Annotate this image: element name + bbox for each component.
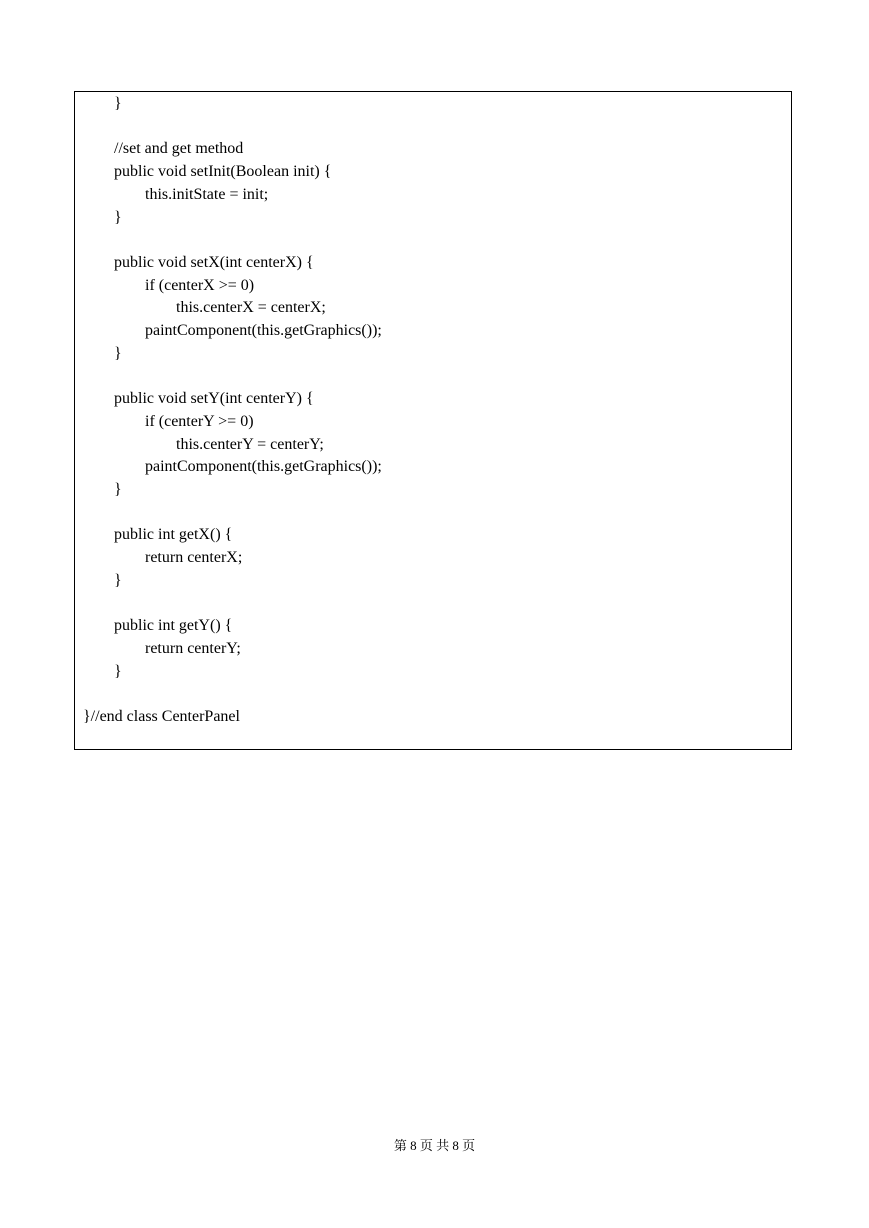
code-line: }//end class CenterPanel [83,707,240,725]
code-line: public int getX() { [114,526,233,544]
code-line: public void setY(int centerY) { [114,390,314,408]
code-line: } [114,571,122,589]
code-line: } [114,208,122,226]
code-line: this.initState = init; [145,185,269,203]
code-line: //set and get method [114,140,244,158]
code-line: return centerY; [145,639,241,657]
code-line: public void setX(int centerX) { [114,253,314,271]
code-line: paintComponent(this.getGraphics()); [145,322,382,339]
code-line: if (centerY >= 0) [145,412,254,430]
code-line: this.centerY = centerY; [176,435,324,453]
code-line: } [114,344,122,362]
code-listing-box [74,91,792,750]
code-line: } [114,480,122,498]
code-line: } [114,662,122,680]
code-line: public int getY() { [114,617,233,635]
code-line: paintComponent(this.getGraphics()); [145,458,382,476]
page-footer: 第 8 页 共 8 页 [393,1138,476,1153]
code-line: this.centerX = centerX; [176,299,326,317]
code-line: if (centerX >= 0) [145,276,255,294]
code-line: } [114,95,122,112]
code-line: public void setInit(Boolean init) { [114,163,332,181]
code-line: return centerX; [145,549,243,566]
